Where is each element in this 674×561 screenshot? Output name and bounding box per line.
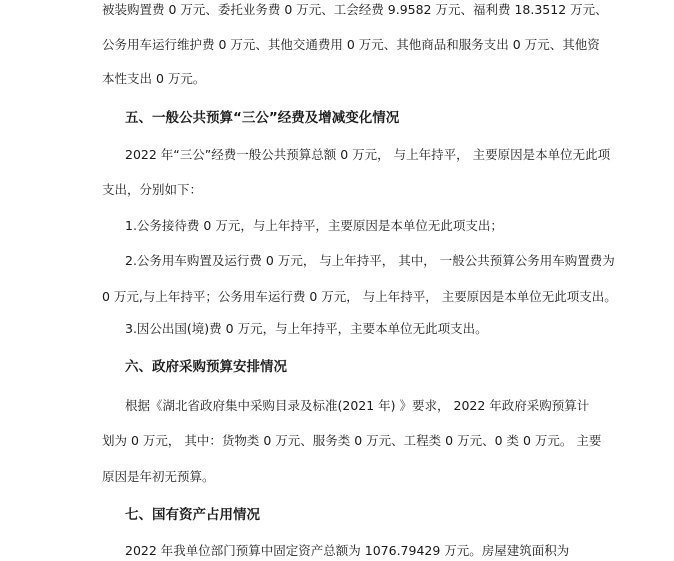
- paragraph-line: 被装购置费 0 万元、委托业务费 0 万元、工会经费 9.9582 万元、福利费 18.3512 万元、: [102, 2, 608, 17]
- section-heading-5: 五、一般公共预算“三公”经费及增减变化情况: [125, 110, 400, 126]
- paragraph-line: 原因是年初无预算。: [102, 469, 215, 484]
- paragraph-line: 2022 年我单位部门预算中固定资产总额为 1076.79429 万元。房屋建筑面积为: [125, 543, 570, 558]
- paragraph-line: 本性支出 0 万元。: [102, 71, 206, 86]
- paragraph-line: 3.因公出国(境)费 0 万元，与上年持平，主要本单位无此项支出。: [125, 321, 488, 336]
- paragraph-line: 1.公务接待费 0 万元，与上年持平，主要原因是本单位无此项支出；: [125, 218, 503, 233]
- paragraph-line: 0 万元,与上年持平；公务用车运行费 0 万元， 与上年持平， 主要原因是本单位无此项支出。: [102, 289, 617, 304]
- paragraph-line: 2.公务用车购置及运行费 0 万元， 与上年持平， 其中， 一般公共预算公务用车购置费为: [125, 253, 615, 268]
- paragraph-line: 公务用车运行维护费 0 万元、其他交通费用 0 万元、其他商品和服务支出 0 万元、其他资: [102, 37, 600, 52]
- paragraph-line: 划为 0 万元， 其中：货物类 0 万元、服务类 0 万元、工程类 0 万元、0 类 0 万元。 主要: [102, 433, 602, 448]
- section-heading-6: 六、政府采购预算安排情况: [125, 359, 287, 375]
- paragraph-line: 根据《湖北省政府集中采购目录及标准(2021 年) 》要求， 2022 年政府采购预算计: [125, 398, 590, 413]
- paragraph-line: 支出，分别如下：: [102, 182, 203, 197]
- paragraph-line: 2022 年“三公”经费一般公共预算总额 0 万元， 与上年持平， 主要原因是本单位无此项: [125, 147, 611, 162]
- section-heading-7: 七、国有资产占用情况: [125, 507, 260, 523]
